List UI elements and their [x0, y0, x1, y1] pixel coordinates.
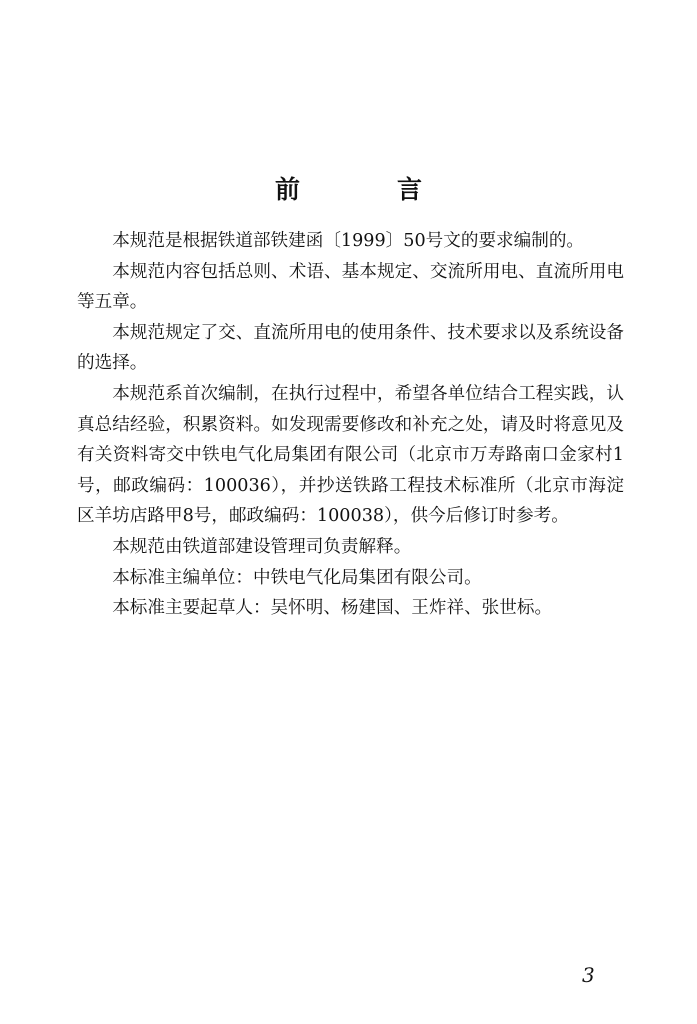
- paragraph-basis: 本规范是根据铁道部铁建函〔1999〕50号文的要求编制的。: [112, 231, 585, 251]
- paragraph-contents: 本规范内容包括总则、术语、基本规定、交流所用电、直流所用电等五章。: [77, 261, 624, 313]
- paragraph-chief-editor: 本标准主编单位：中铁电气化局集团有限公司。: [112, 567, 482, 588]
- paragraph-scope: 本规范规定了交、直流所用电的使用条件、技术要求以及系统设备的选择。: [77, 322, 624, 374]
- paragraph-interpretation: 本规范由铁道部建设管理司负责解释。: [112, 536, 412, 557]
- paragraph-feedback: 本规范系首次编制，在执行过程中，希望各单位结合工程实践，认真总结经验，积累资料。如发现需要修改和补充之处，请及时将意见及有关资料寄交中铁电气化局集团有限公司（北京市万寿路南口金家村1号，邮政编码：100036），并抄送铁路工程技术标准所（北京市海淀区羊坊店路甲8号，邮政编码：100038），供今后修订时参考。: [77, 383, 624, 527]
- preface-body: [77, 226, 624, 624]
- page-title: 前 言: [274, 175, 458, 204]
- paragraph-drafters: 本标准主要起草人：吴怀明、杨建国、王炸祥、张世标。: [112, 598, 553, 619]
- page-number: 3: [582, 963, 595, 987]
